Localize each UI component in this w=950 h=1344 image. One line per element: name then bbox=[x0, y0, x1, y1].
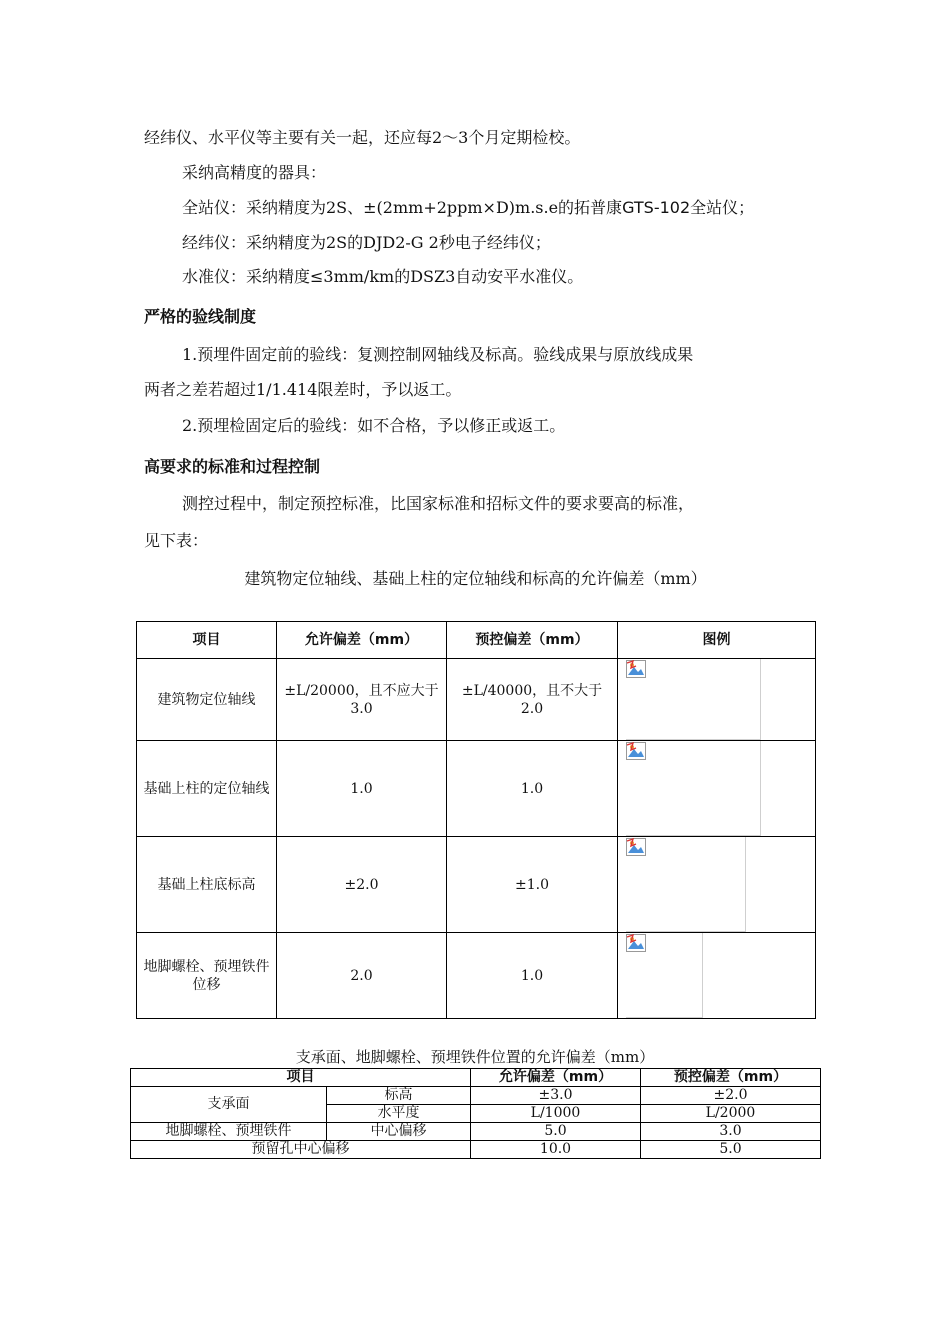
section-heading: 高要求的标准和过程控制 bbox=[144, 457, 321, 476]
paragraph: 2.预埋检固定后的验线：如不合格，予以修正或返工。 bbox=[182, 416, 566, 435]
table-cell: 1.0 bbox=[447, 741, 618, 837]
paragraph: 经纬仪：采纳精度为2S的DJD2-G 2秒电子经纬仪； bbox=[182, 233, 551, 252]
header-cell: 允许偏差（mm） bbox=[471, 1069, 641, 1087]
table-cell: 中心偏移 bbox=[327, 1123, 471, 1141]
table-row bbox=[131, 1123, 821, 1141]
table-row bbox=[131, 1141, 821, 1159]
table1-caption: 建筑物定位轴线、基础上柱的定位轴线和标高的允许偏差（mm） bbox=[244, 569, 707, 588]
paragraph-part: 全站仪； bbox=[690, 198, 755, 217]
paragraph bbox=[182, 198, 754, 218]
table-cell: 标高 bbox=[327, 1087, 471, 1105]
broken-image-icon bbox=[626, 742, 646, 760]
table-cell: 2.0 bbox=[277, 933, 447, 1019]
table-cell: ±L/20000，且不应大于3.0 bbox=[277, 659, 447, 741]
legend-cell bbox=[618, 933, 816, 1019]
paragraph: 采纳高精度的器具： bbox=[182, 163, 327, 182]
table-cell: 地脚螺栓、预埋铁件位移 bbox=[137, 933, 277, 1019]
table-cell: 预留孔中心偏移 bbox=[131, 1141, 471, 1159]
legend-cell bbox=[618, 659, 816, 741]
paragraph: 1.预埋件固定前的验线：复测控制网轴线及标高。验线成果与原放线成果 bbox=[182, 345, 694, 364]
paragraph: 水准仪：采纳精度≤3mm/km的DSZ3自动安平水准仪。 bbox=[182, 267, 584, 286]
section-heading: 严格的验线制度 bbox=[144, 307, 257, 326]
table-cell: ±L/40000，且不大于2.0 bbox=[447, 659, 618, 741]
legend-cell bbox=[618, 741, 816, 837]
header-cell: 允许偏差（mm） bbox=[277, 622, 447, 659]
table-cell: 5.0 bbox=[471, 1123, 641, 1141]
table-cell: 3.0 bbox=[641, 1123, 821, 1141]
table-cell: 1.0 bbox=[447, 933, 618, 1019]
header-cell: 图例 bbox=[618, 622, 816, 659]
legend-image bbox=[626, 837, 746, 932]
header-cell: 预控偏差（mm） bbox=[641, 1069, 821, 1087]
header-cell: 项目 bbox=[131, 1069, 471, 1087]
table-cell: ±2.0 bbox=[277, 837, 447, 933]
table-header-row bbox=[131, 1069, 821, 1087]
tolerance-table bbox=[136, 621, 816, 1019]
table-cell: 基础上柱的定位轴线 bbox=[137, 741, 277, 837]
table-cell: ±1.0 bbox=[447, 837, 618, 933]
table2-caption: 支承面、地脚螺栓、预埋铁件位置的允许偏差（mm） bbox=[295, 1048, 655, 1066]
model-number: GTS-102 bbox=[622, 198, 691, 217]
table-cell: 支承面 bbox=[131, 1087, 327, 1123]
table-header-row bbox=[137, 622, 816, 659]
broken-image-icon bbox=[626, 838, 646, 856]
paragraph-part: 全站仪：采纳精度为2S、±(2mm+2ppm×D)m.s.e的拓普康 bbox=[182, 198, 623, 217]
table-cell: ±3.0 bbox=[471, 1087, 641, 1105]
header-cell: 预控偏差（mm） bbox=[447, 622, 618, 659]
table-cell: ±2.0 bbox=[641, 1087, 821, 1105]
table-cell: 建筑物定位轴线 bbox=[137, 659, 277, 741]
table-row bbox=[137, 741, 816, 837]
table-cell: 10.0 bbox=[471, 1141, 641, 1159]
table-row bbox=[137, 659, 816, 741]
table-row bbox=[137, 933, 816, 1019]
paragraph: 经纬仪、水平仪等主要有关一起，还应每2～3个月定期检校。 bbox=[144, 128, 581, 147]
legend-image bbox=[626, 741, 761, 836]
legend-image bbox=[626, 933, 703, 1018]
paragraph: 测控过程中，制定预控标准，比国家标准和招标文件的要求要高的标准， bbox=[182, 494, 695, 513]
table-cell: L/2000 bbox=[641, 1105, 821, 1123]
legend-cell bbox=[618, 837, 816, 933]
table-row bbox=[137, 837, 816, 933]
table-cell: L/1000 bbox=[471, 1105, 641, 1123]
header-cell: 项目 bbox=[137, 622, 277, 659]
position-tolerance-table bbox=[130, 1068, 821, 1159]
paragraph: 两者之差若超过1/1.414限差时，予以返工。 bbox=[144, 380, 462, 399]
table-cell: 水平度 bbox=[327, 1105, 471, 1123]
broken-image-icon bbox=[626, 660, 646, 678]
legend-image bbox=[626, 659, 761, 740]
table-cell: 1.0 bbox=[277, 741, 447, 837]
broken-image-icon bbox=[626, 934, 646, 952]
table-row bbox=[131, 1087, 821, 1105]
table-cell: 5.0 bbox=[641, 1141, 821, 1159]
table-cell: 地脚螺栓、预埋铁件 bbox=[131, 1123, 327, 1141]
table-cell: 基础上柱底标高 bbox=[137, 837, 277, 933]
paragraph: 见下表： bbox=[144, 531, 209, 550]
